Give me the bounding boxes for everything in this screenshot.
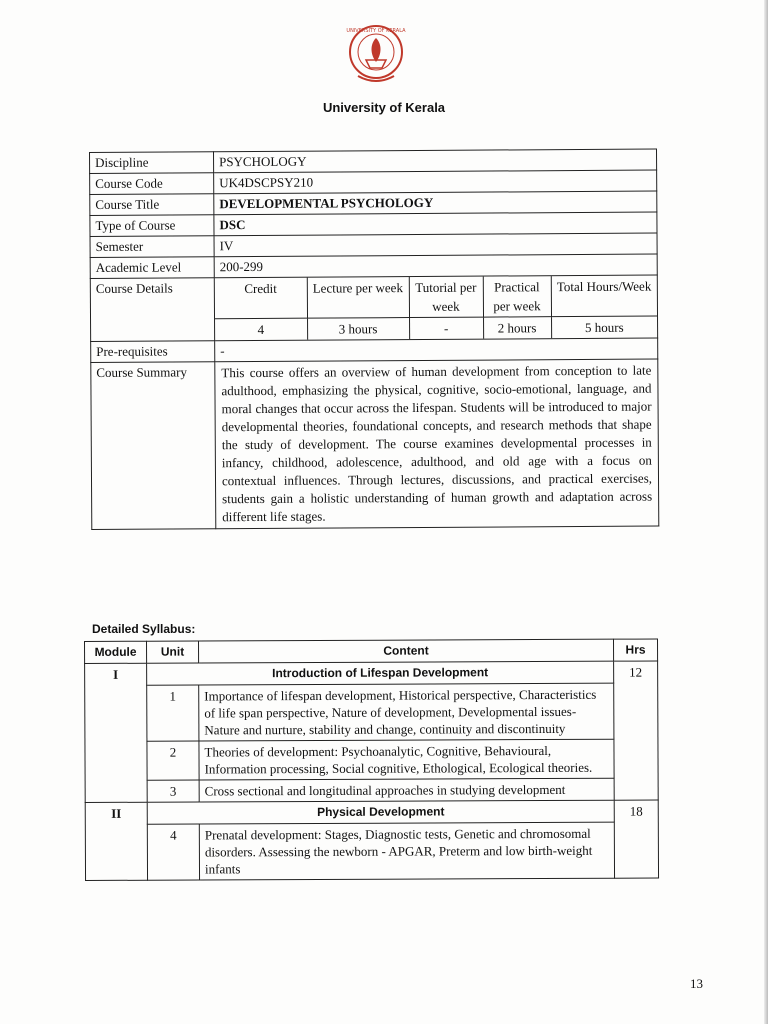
value-course-summary: This course offers an overview of human development from conception to late adulthood, emphasizing the physical, cognitive, socio-emotional, language, and moral changes that occur across the lifespan. Students will be introduced to major developmental theories, foundational concepts, and research methods that shape the study of development. The course examines developmental processes in infancy, childhood, adolescence, adulthood, and old age with a focus on contextual influences. Through lectures, discussions, and practical exercises, students gain a holistic understanding of human growth and adaptation across different life stages.: [215, 359, 659, 529]
svg-text:UNIVERSITY OF KERALA: UNIVERSITY OF KERALA: [346, 28, 406, 34]
detailed-syllabus-heading: Detailed Syllabus:: [92, 622, 196, 636]
header-total: Total Hours/Week: [551, 276, 657, 317]
module-title: Introduction of Lifespan Development: [147, 661, 614, 685]
syllabus-table: [84, 638, 659, 881]
unit-row: [85, 822, 658, 880]
value-credit: 4: [215, 318, 307, 340]
unit-content: Prenatal development: Stages, Diagnostic tests, Genetic and chromosomal disorders. Assessing the newborn - APGAR, Preterm and low birth-weight infants: [199, 822, 614, 880]
value-course-code: UK4DSCPSY210: [214, 170, 657, 194]
unit-number: 1: [147, 685, 199, 741]
header-lecture: Lecture per week: [307, 277, 409, 318]
value-type-of-course: DSC: [214, 212, 657, 236]
value-total: 5 hours: [551, 316, 657, 338]
header-hrs: Hrs: [613, 639, 657, 661]
label-prerequisites: Pre-requisites: [91, 341, 215, 363]
value-course-title: DEVELOPMENTAL PSYCHOLOGY: [214, 191, 657, 215]
module-number: I: [85, 663, 148, 802]
row-course-summary: [91, 359, 659, 529]
module-hrs: 12: [614, 661, 659, 800]
header-practical: Practical per week: [483, 276, 551, 317]
course-details-table: [89, 149, 659, 530]
value-discipline: PSYCHOLOGY: [214, 149, 657, 173]
label-course-summary: Course Summary: [91, 362, 216, 530]
label-semester: Semester: [90, 236, 214, 258]
header-module: Module: [85, 641, 147, 663]
syllabus-header-row: [85, 639, 658, 664]
value-prerequisites: -: [215, 338, 658, 362]
label-type-of-course: Type of Course: [90, 215, 214, 237]
label-course-code: Course Code: [90, 173, 214, 195]
unit-row: [85, 739, 658, 780]
value-academic-level: 200-299: [214, 254, 657, 278]
unit-row: [85, 683, 658, 741]
unit-number: 3: [147, 780, 199, 802]
module-title: Physical Development: [147, 800, 614, 824]
unit-number: 2: [147, 741, 199, 780]
module-row: [85, 661, 658, 685]
module-row: [85, 800, 658, 825]
page-edge: [764, 0, 768, 1024]
value-semester: IV: [214, 233, 657, 257]
label-course-title: Course Title: [90, 194, 214, 216]
unit-row: [85, 778, 658, 802]
course-details-breakdown: [215, 276, 657, 341]
header-unit: Unit: [147, 641, 199, 663]
unit-content: Importance of lifespan development, Historical perspective, Characteristics of life span perspective, Nature of development, Developmental issues- Nature and nurture, stability and change, continuity and discontinuity: [199, 683, 614, 741]
row-course-details: [90, 275, 657, 341]
university-logo: [336, 14, 416, 94]
module-hrs: 18: [614, 800, 658, 878]
label-course-details: Course Details: [90, 278, 214, 342]
unit-content: Theories of development: Psychoanalytic, Cognitive, Behavioural, Information processing, Social cognitive, Ethological, Ecological theories.: [199, 739, 614, 780]
label-academic-level: Academic Level: [90, 257, 214, 279]
module-number: II: [85, 802, 147, 880]
value-lecture: 3 hours: [307, 318, 409, 340]
header-content: Content: [199, 639, 614, 663]
university-name: University of Kerala: [322, 100, 446, 115]
value-tutorial: -: [409, 317, 483, 339]
page-number: 13: [690, 976, 703, 991]
unit-number: 4: [147, 824, 199, 880]
header-credit: Credit: [215, 278, 307, 319]
label-discipline: Discipline: [90, 152, 214, 174]
value-practical: 2 hours: [483, 317, 551, 339]
header-tutorial: Tutorial per week: [409, 277, 483, 318]
unit-content: Cross sectional and longitudinal approaches in studying development: [199, 778, 614, 802]
